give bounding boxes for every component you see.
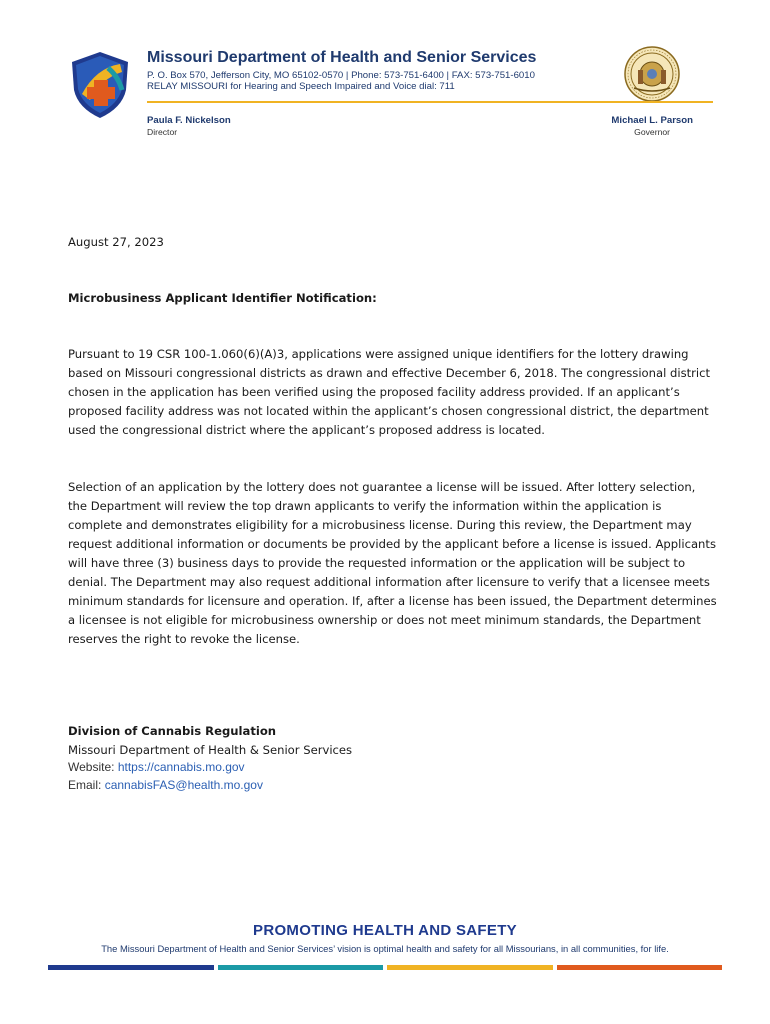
department-name: Missouri Department of Health & Senior Services <box>68 743 353 757</box>
dhss-logo <box>68 50 132 120</box>
email-link[interactable]: cannabisFAS@health.mo.gov <box>104 778 263 792</box>
paragraph-lottery-identifiers: Pursuant to 19 CSR 100-1.060(6)(A)3, applications were assigned unique identifiers for the lottery drawing based on Missouri congressional districts as drawn and effective December 6, 2018. The congressional district chosen in the application has been verified using the proposed facility address provided. If an applicant’s proposed facility address was not located within the applicant’s chosen congressional district, the department used the congressional district where the applicant’s proposed address is located. <box>68 347 711 437</box>
footer-slogan: PROMOTING HEALTH AND SAFETY <box>253 922 517 939</box>
footer-bar-segment-gold <box>387 965 553 970</box>
letter-date: August 27, 2023 <box>68 235 164 249</box>
footer-bar-segment-teal <box>218 965 384 970</box>
email-label: Email: <box>68 778 105 792</box>
footer-vision: The Missouri Department of Health and Senior Services’ vision is optimal health and safety for all Missourians, in all communities, for life. <box>101 943 669 954</box>
letter-heading: Microbusiness Applicant Identifier Notification: <box>68 291 377 305</box>
state-seal-icon <box>624 46 680 102</box>
website-label: Website: <box>68 760 118 774</box>
org-name: Missouri Department of Health and Senior Services <box>147 49 537 66</box>
email-row <box>68 778 263 792</box>
governor-title: Governor <box>634 127 670 137</box>
division-name: Division of Cannabis Regulation <box>68 724 277 738</box>
website-row <box>68 760 245 774</box>
header-rule <box>147 101 713 103</box>
footer-bar-segment-orange <box>557 965 723 970</box>
website-link[interactable]: https://cannabis.mo.gov <box>117 760 245 774</box>
footer-color-bar <box>48 965 722 970</box>
director-title: Director <box>147 127 178 137</box>
governor-name: Michael L. Parson <box>611 115 693 126</box>
address-line: P. O. Box 570, Jefferson City, MO 65102-0570 | Phone: 573-751-6400 | FAX: 573-751-6010 <box>147 70 535 81</box>
paragraph-license-review: Selection of an application by the lottery does not guarantee a license will be issued. After lottery selection, the Department will review the top drawn applicants to verify the information within the application is complete and demonstrates eligibility for a microbusiness license. During this review, the Department may request additional information or documents be provided by the applicant before a license is issued. Applicants will have three (3) business days to provide the requested information or the application will be subject to denial. The Department may also request additional information after licensure to verify that a licensee meets minimum standards for licensure and operation. If, after a license has been issued, the Department determines a licensee is not eligible for microbusiness ownership or does not meet minimum standards, the Department reserves the right to revoke the license. <box>68 480 717 646</box>
director-name: Paula F. Nickelson <box>147 115 231 126</box>
relay-line: RELAY MISSOURI for Hearing and Speech Impaired and Voice dial: 711 <box>147 81 455 92</box>
footer-bar-segment-blue <box>48 965 214 970</box>
